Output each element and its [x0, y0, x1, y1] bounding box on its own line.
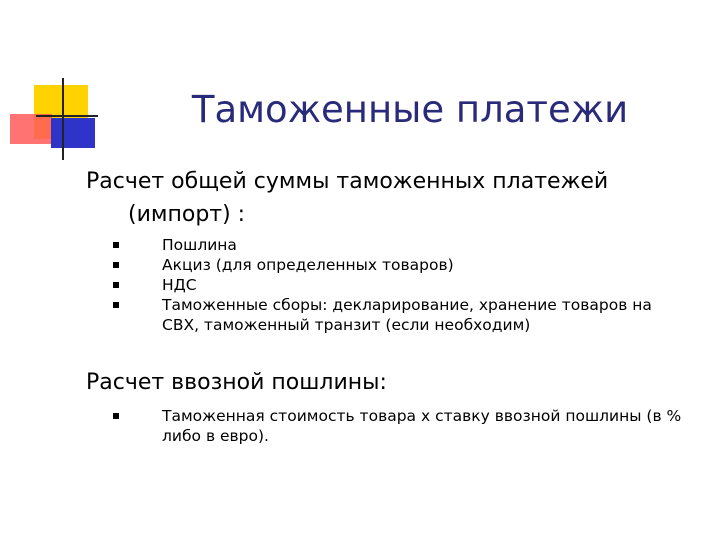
section2-heading: Расчет ввозной пошлины: [86, 370, 387, 395]
list-item-text: Пошлина [162, 236, 237, 254]
list-item [110, 406, 700, 426]
logo-red-rectangle [10, 114, 52, 144]
slide-logo-decoration [0, 0, 110, 170]
list-item-text: Акциз (для определенных товаров) [162, 256, 454, 274]
section1-heading [86, 165, 696, 231]
logo-horizontal-line [36, 115, 98, 117]
bullet-square-icon [113, 302, 119, 308]
list-item-text: Таможенная стоимость товара х ставку ввозной пошлины (в % [162, 407, 682, 425]
list-item-continuation [110, 426, 700, 446]
list-item [110, 275, 700, 295]
logo-vertical-line [62, 78, 64, 160]
list-item-text: либо в евро). [162, 427, 269, 445]
bullet-square-icon [113, 262, 119, 268]
bullet-square-icon [113, 413, 119, 419]
slide-title: Таможенные платежи [191, 88, 629, 131]
list-item [110, 235, 700, 255]
bullet-square-icon [113, 242, 119, 248]
logo-blue-rectangle [51, 118, 95, 148]
section1-heading-line1: Расчет общей суммы таможенных платежей [86, 169, 609, 194]
list-item-text: СВХ, таможенный транзит (если необходим) [162, 316, 531, 334]
list-item [110, 255, 700, 275]
list-item-continuation [110, 315, 700, 335]
list-item-text: НДС [162, 276, 197, 294]
section2-list [110, 406, 700, 446]
section1-heading-line2: (импорт) : [128, 202, 246, 227]
bullet-square-icon [113, 282, 119, 288]
section1-list [110, 235, 700, 335]
list-item [110, 295, 700, 315]
list-item-text: Таможенные сборы: декларирование, хранение товаров на [162, 296, 652, 314]
